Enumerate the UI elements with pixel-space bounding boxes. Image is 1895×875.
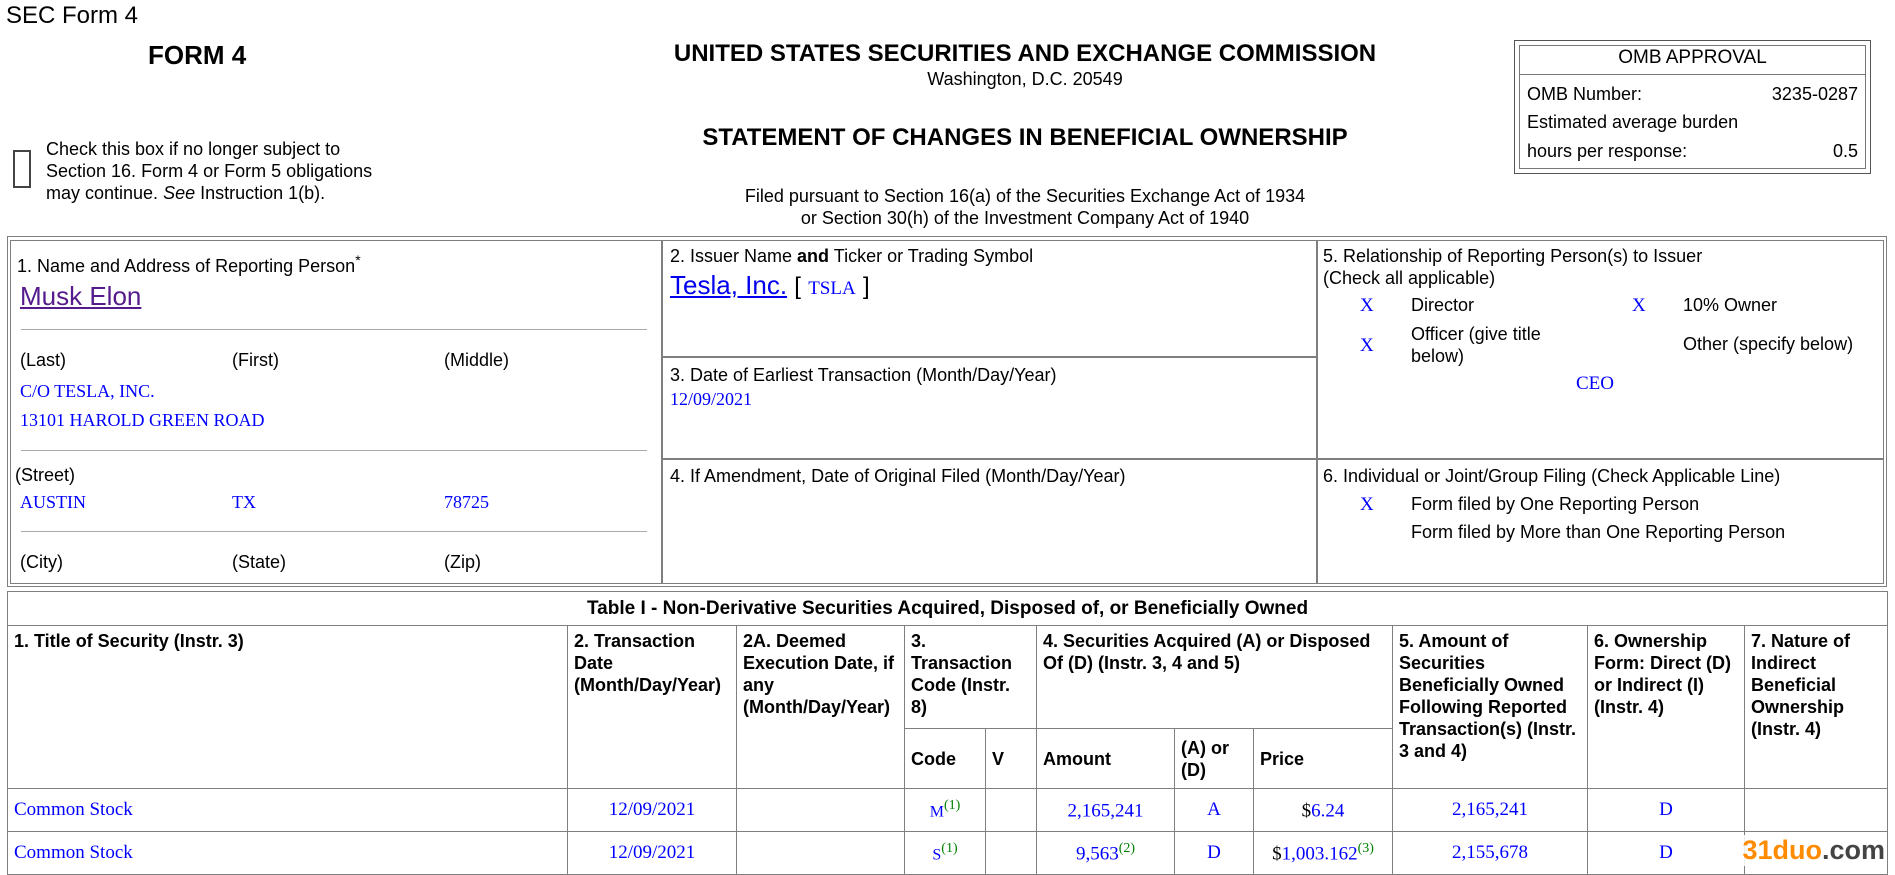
row-amount: 2,165,241 [1037,789,1175,832]
state-value: TX [232,492,256,512]
omb-number-label: OMB Number: [1527,84,1643,104]
box6-label: 6. Individual or Joint/Group Filing (Check Applicable Line) [1323,466,1781,486]
statement-title: STATEMENT OF CHANGES IN BENEFICIAL OWNERSHIP [702,124,1348,151]
filed-pursuant-line1: Filed pursuant to Section 16(a) of the Securities Exchange Act of 1934 [744,186,1306,206]
city-value: AUSTIN [20,492,86,512]
col-nature-indirect: 7. Nature of Indirect Beneficial Ownership (Instr. 4) [1745,626,1888,789]
watermark-logo: 31duo.com [1742,835,1885,865]
zip-value: 78725 [444,492,489,512]
subcol-amount: Amount [1037,729,1175,789]
row-amount-owned: 2,165,241 [1393,789,1588,832]
last-label: (Last) [20,350,67,370]
state-label: (State) [232,552,287,572]
omb-hours-label: hours per response: [1527,141,1688,161]
no-longer-subject-checkbox[interactable] [13,150,31,188]
row-amount: 9,563$^{(2)}$ [1037,832,1175,875]
address-line1: C/O TESLA, INC. [20,381,155,401]
other-label: Other (specify below) [1683,334,1854,354]
agency-title: UNITED STATES SECURITIES AND EXCHANGE COMMISSION [673,40,1377,67]
middle-label: (Middle) [444,350,510,370]
omb-burden-label: Estimated average burden [1527,112,1739,132]
zip-label: (Zip) [444,552,481,572]
subcol-v: V [986,729,1037,789]
row-v [986,832,1037,875]
col-securities-acquired-disposed: 4. Securities Acquired (A) or Disposed Of (D) (Instr. 3, 4 and 5) [1037,626,1393,729]
table-row [8,789,1888,832]
box3-label: 3. Date of Earliest Transaction (Month/Day/Year) [670,365,1057,385]
box4-amendment [662,459,1317,584]
box3-earliest-transaction [662,357,1317,459]
form-label: FORM 4 [148,40,247,70]
street-label: (Street) [15,465,76,485]
row-nature-indirect [1745,789,1888,832]
earliest-transaction-date: 12/09/2021 [670,389,753,409]
agency-location: Washington, D.C. 20549 [927,69,1123,89]
issuer-name-link[interactable]: Tesla, Inc. [670,270,788,300]
subcol-price: Price [1254,729,1393,789]
box5-relationship [1317,240,1884,459]
row-a-or-d: D [1175,832,1254,875]
row-a-or-d: A [1175,789,1254,832]
ticker-bracket-close: ] [862,273,870,300]
ticker-bracket-open: [ [794,273,801,300]
box5-label2: (Check all applicable) [1323,268,1496,288]
box4-label: 4. If Amendment, Date of Original Filed (Month/Day/Year) [670,466,1126,486]
director-mark: X [1360,295,1374,316]
subcol-code: Code [905,729,986,789]
col-deemed-execution-date: 2A. Deemed Execution Date, if any (Month/Day/Year) [737,626,905,789]
omb-hours-value: 0.5 [1832,141,1858,161]
filed-pursuant-line2: or Section 30(h) of the Investment Company Act of 1940 [800,208,1250,228]
issuer-line [670,270,870,301]
city-label: (City) [20,552,63,572]
first-label: (First) [232,350,279,370]
col-amount-owned: 5. Amount of Securities Beneficially Owned Following Reported Transaction(s) (Instr. 3 and 4) [1393,626,1588,789]
row-ownership-form: D [1588,832,1745,875]
checkbox-notice-line3: may continue. See Instruction 1(b). [46,183,326,203]
table1-title: Table I - Non-Derivative Securities Acquired, Disposed of, or Beneficially Owned [8,592,1888,626]
officer-label: Officer (give title below) [1411,324,1541,366]
omb-title: OMB APPROVAL [1618,47,1767,68]
ticker-symbol: TSLA [808,278,856,299]
ten-percent-owner-mark: X [1632,295,1646,316]
subcol-a-or-d: (A) or (D) [1175,729,1254,789]
page-title: SEC Form 4 [6,2,139,29]
box1-reporting-person [10,240,662,584]
row-amount-owned: 2,155,678 [1393,832,1588,875]
row-code: $M^{(1)}$ [905,789,986,832]
one-person-label: Form filed by One Reporting Person [1411,494,1700,514]
omb-number-value: 3235-0287 [1771,84,1858,104]
box2-issuer [662,240,1317,357]
row-code: $S^{(1)}$ [905,832,986,875]
row-security-title: Common Stock [8,832,568,875]
checkbox-notice-line1: Check this box if no longer subject to [46,139,341,159]
col-transaction-date: 2. Transaction Date (Month/Day/Year) [568,626,737,789]
table-row [8,832,1888,875]
row-transaction-date: 12/09/2021 [568,789,737,832]
box5-label1: 5. Relationship of Reporting Person(s) to Issuer [1323,246,1703,266]
box2-label: 2. Issuer Name and Ticker or Trading Symbol [670,246,1034,266]
row-v [986,789,1037,832]
col-title-of-security: 1. Title of Security (Instr. 3) [8,626,568,789]
row-deemed-date [737,789,905,832]
col-transaction-code: 3. Transaction Code (Instr. 8) [905,626,1037,729]
col-ownership-form: 6. Ownership Form: Direct (D) or Indirect (I) (Instr. 4) [1588,626,1745,789]
box1-label: 1. Name and Address of Reporting Person* [17,252,361,276]
omb-approval-box [1514,40,1871,174]
address-line2: 13101 HAROLD GREEN ROAD [20,410,265,430]
officer-mark: X [1360,335,1374,356]
row-deemed-date [737,832,905,875]
more-persons-label: Form filed by More than One Reporting Person [1411,522,1786,542]
row-price: $1,003.162$^{(3)}$ [1254,832,1393,875]
ten-percent-owner-label: 10% Owner [1683,295,1778,315]
checkbox-notice-line2: Section 16. Form 4 or Form 5 obligations [46,161,373,181]
reporting-person-name-link[interactable]: Musk Elon [20,281,142,311]
row-price: $6.24 [1254,789,1393,832]
checkbox-notice [46,138,372,204]
box6-filing [1317,459,1884,584]
one-person-mark: X [1360,494,1374,515]
row-transaction-date: 12/09/2021 [568,832,737,875]
director-label: Director [1411,295,1475,315]
officer-title-value: CEO [1576,373,1614,394]
row-security-title: Common Stock [8,789,568,832]
row-ownership-form: D [1588,789,1745,832]
table1-non-derivative [7,591,1888,875]
